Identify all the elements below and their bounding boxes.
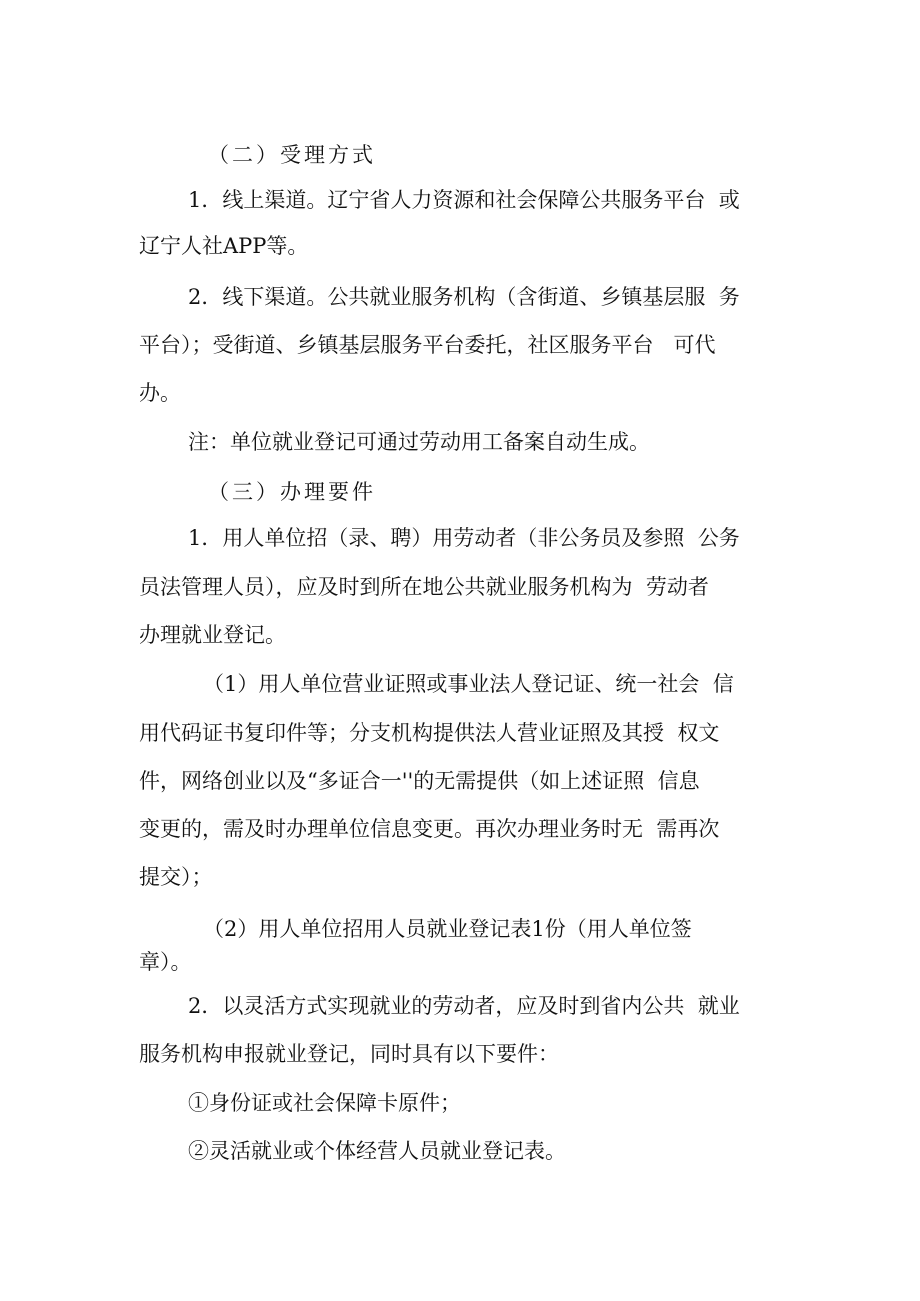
note-paragraph: 注：单位就业登记可通过劳动用工备案自动生成。 [188,430,650,454]
item-flexible-line2: 服务机构申报就业登记，同时具有以下要件： [139,1042,559,1066]
sub-item-2-line2: 章）。 [139,950,192,974]
item-employer-line2: 员法管理人员），应及时到所在地公共就业服务机构为 劳动者 [139,575,709,599]
sub-item-1-line4: 变更的，需及时办理单位信息变更。再次办理业务时无 需再次 [139,817,720,841]
sub-item-2-line1: （2）用人单位招用人员就业登记表1份（用人单位签 [203,917,692,941]
requirement-registration-form: ②灵活就业或个体经营人员就业登记表。 [188,1139,566,1163]
sub-item-1-line3: 件，网络创业以及“多证合一''的无需提供（如上述证照 信息 [139,769,700,793]
item-flexible-line1: 2．以灵活方式实现就业的劳动者，应及时到省内公共 就业 [188,994,740,1018]
item-employer-line1: 1．用人单位招（录、聘）用劳动者（非公务员及参照 公务 [188,526,740,550]
item-offline-channel-line1: 2．线下渠道。公共就业服务机构（含街道、乡镇基层服 务 [188,285,740,309]
requirement-id-card: ①身份证或社会保障卡原件； [188,1091,461,1115]
item-offline-channel-line3: 办。 [139,381,181,405]
item-online-channel-line2: 辽宁人社APP等。 [139,234,309,258]
item-offline-channel-line2: 平台）；受街道、乡镇基层服务平台委托，社区服务平台 可代 [139,333,716,357]
sub-item-1-line2: 用代码证书复印件等；分支机构提供法人营业证照及其授 权文 [139,721,720,745]
section-heading-requirements: （三）办理要件 [208,480,376,504]
item-online-channel-line1: 1．线上渠道。辽宁省人力资源和社会保障公共服务平台 或 [188,188,740,212]
sub-item-1-line5: 提交）； [139,865,213,889]
item-employer-line3: 办理就业登记。 [139,623,286,647]
sub-item-1-line1: （1）用人单位营业证照或事业法人登记证、统一社会 信 [203,672,734,696]
section-heading-acceptance: （二）受理方式 [208,143,376,167]
